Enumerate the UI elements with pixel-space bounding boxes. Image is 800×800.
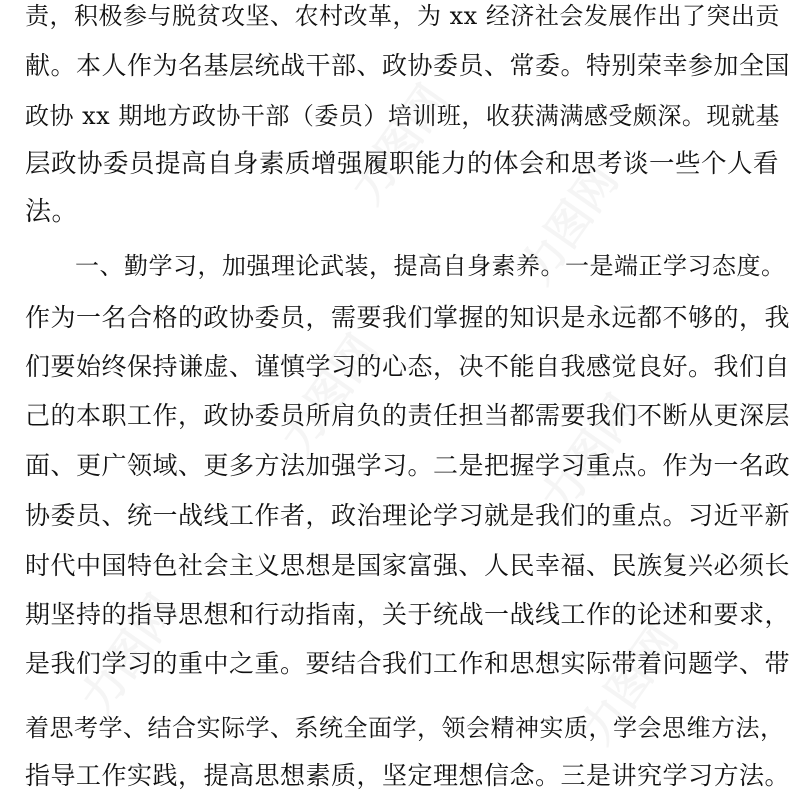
text-line: 期坚持的指导思想和行动指南，关于统战一战线工作的论述和要求， — [25, 600, 791, 629]
text-line: 时代中国特色社会主义思想是国家富强、人民幸福、民族复兴必须长 — [25, 551, 791, 580]
text-line: 着思考学、结合实际学、系统全面学，领会精神实质，学会思维方法， — [25, 714, 785, 742]
text-line: 责，积极参与脱贫攻坚、农村改革，为 xx 经济社会发展作出了突出贡 — [25, 2, 780, 30]
text-line: 政协 xx 期地方政协干部（委员）培训班，收获满满感受颇深。现就基 — [25, 102, 780, 130]
text-line: 是我们学习的重中之重。要结合我们工作和思想实际带着问题学、带 — [25, 649, 791, 678]
section-heading-line: 一、勤学习，加强理论武装，提高自身素养。一是端正学习态度。 — [75, 252, 786, 280]
text-line: 作为一名合格的政协委员，需要我们掌握的知识是永远都不够的，我 — [25, 303, 791, 332]
text-line: 们要始终保持谦虚、谨慎学习的心态，决不能自我感觉良好。我们自 — [25, 352, 791, 381]
text-line: 己的本职工作，政协委员所肩负的责任担当都需要我们不断从更深层 — [25, 401, 791, 430]
text-line: 法。 — [25, 197, 79, 227]
text-line: 指导工作实践，提高思想素质，坚定理想信念。三是讲究学习方法。 — [25, 761, 791, 790]
text-line: 层政协委员提高自身素质增强履职能力的体会和思考谈一些个人看 — [25, 149, 780, 179]
text-line: 献。本人作为名基层统战干部、政协委员、常委。特别荣幸参加全国 — [25, 51, 791, 80]
text-line: 面、更广领域、更多方法加强学习。二是把握学习重点。作为一名政 — [25, 451, 791, 480]
text-line: 协委员、统一战线工作者，政治理论学习就是我们的重点。习近平新 — [25, 501, 791, 530]
